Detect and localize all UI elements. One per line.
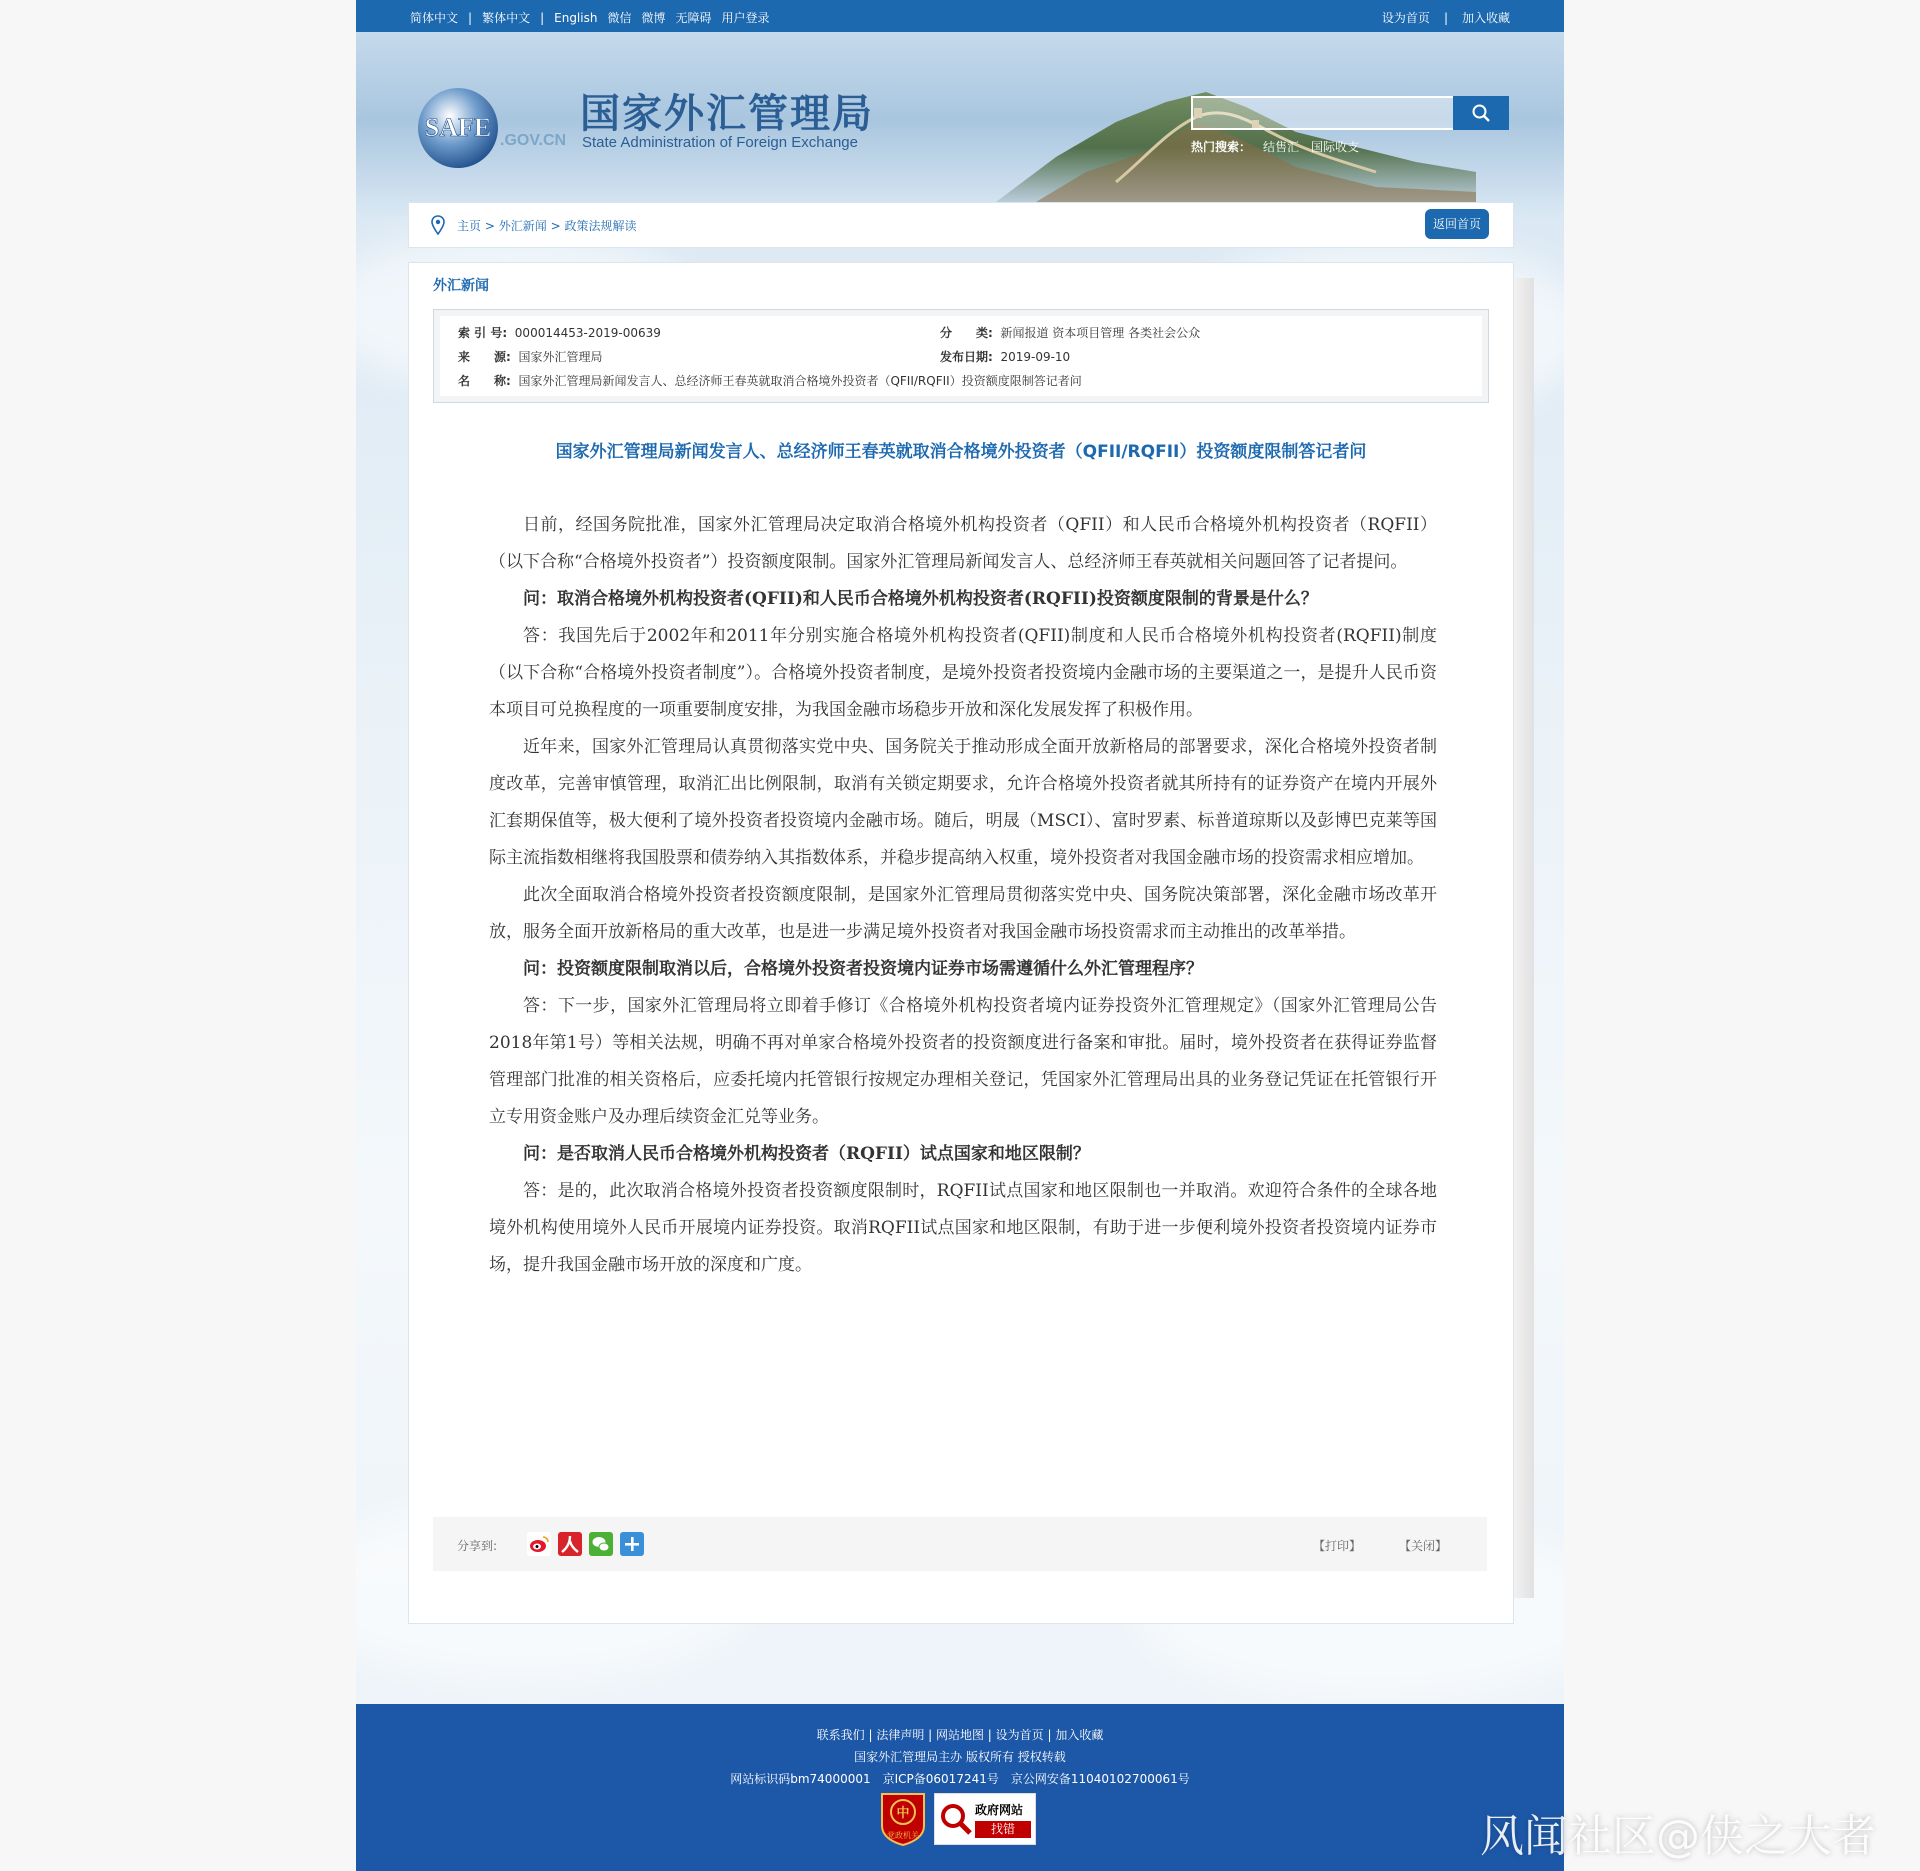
footer-badges — [878, 1790, 1036, 1846]
back-home-button[interactable]: 返回首页 — [1425, 209, 1489, 239]
meta-category-value: 新闻报道 资本项目管理 各类社会公众 — [1000, 326, 1201, 340]
article-paragraph: 答：下一步，国家外汇管理局将立即着手修订《合格境外机构投资者境内证券投资外汇管理规定》（国家外汇管理局公告2018年第1号）等相关法规，明确不再对单家合格境外投资者的投资额度进行备案和审批。届时，境外投资者在获得证券监督管理部门批准的相关资格后，应委托境内托管银行按规定办理相关登记，凭国家外汇管理局出具的业务登记凭证在托管银行开立专用资金账户及办理后续资金汇兑等业务。 — [489, 996, 1437, 1127]
gov-website-error-badge[interactable] — [934, 1793, 1036, 1845]
hot-search-item[interactable]: 国际收支 — [1311, 140, 1360, 154]
site-container — [356, 0, 1564, 1871]
party-government-badge[interactable] — [878, 1790, 928, 1846]
header-banner — [356, 32, 1564, 202]
print-button[interactable]: 【打印】 — [1313, 1539, 1362, 1553]
search-input[interactable] — [1191, 96, 1453, 130]
footer-icp: 网站标识码bm74000001 京ICP备06017241号 京公网安备11040102700061号 — [730, 1772, 1190, 1786]
footer — [356, 1704, 1564, 1871]
meta-index-label: 索 引 号: — [458, 326, 508, 340]
article-paragraph: 答：是的，此次取消合格境外投资者投资额度限制时，RQFII试点国家和地区限制也一并取消。欢迎符合条件的全球各地境外机构使用境外人民币开展境内证券投资。取消RQFII试点国家和地区限制，有助于进一步便利境外投资者投资境内证券市场，提升我国金融市场开放的深度和广度。 — [489, 1181, 1437, 1275]
meta-name-value: 国家外汇管理局新闻发言人、总经济师王春英就取消合格境外投资者（QFII/RQFII）投资额度限制答记者问 — [518, 374, 1082, 388]
article-body — [489, 507, 1437, 1284]
article-paragraph: 答：我国先后于2002年和2011年分别实施合格境外机构投资者(QFII)制度和人民币合格境外机构投资者(RQFII)制度（以下合称“合格境外投资者制度”）。合格境外投资者制度，是境外投资者投资境内金融市场的主要渠道之一，是提升人民币资本项目可兑换程度的一项重要制度安排，为我国金融市场稳步开放和深化发展发挥了积极作用。 — [489, 626, 1437, 720]
gov-cn-text: .GOV.CN — [500, 132, 567, 149]
main-panel — [408, 262, 1514, 1624]
breadcrumb-home[interactable]: 主页 — [457, 219, 482, 233]
breadcrumb-separator: > — [484, 219, 495, 233]
more-icon[interactable] — [620, 1532, 644, 1556]
article-question: 问：取消合格境外机构投资者(QFII)和人民币合格境外机构投资者(RQFII)投资额度限制的背景是什么？ — [523, 589, 1318, 609]
breadcrumb-bar — [408, 202, 1514, 248]
top-separator: | — [468, 10, 473, 25]
top-link[interactable]: English — [554, 10, 598, 25]
article-question: 问：投资额度限制取消以后，合格境外投资者投资境内证券市场需遵循什么外汇管理程序？ — [523, 959, 1203, 979]
article-question: 问：是否取消人民币合格境外机构投资者（RQFII）试点国家和地区限制？ — [523, 1144, 1090, 1164]
watermark-text: 风闻社区@侠之大者 — [1480, 1811, 1876, 1862]
svg-text:中: 中 — [896, 1806, 910, 1821]
add-favorite-link[interactable]: 加入收藏 — [1461, 11, 1510, 25]
top-link[interactable]: 简体中文 — [410, 11, 459, 25]
wechat-icon[interactable] — [589, 1532, 613, 1556]
meta-source-value: 国家外汇管理局 — [518, 350, 603, 364]
svg-text:SAFE: SAFE — [424, 113, 492, 142]
site-title-cn: 国家外汇管理局 — [580, 90, 874, 137]
weibo-icon[interactable] — [527, 1532, 551, 1556]
footer-links[interactable]: 联系我们 | 法律声明 | 网站地图 | 设为首页 | 加入收藏 — [816, 1728, 1104, 1742]
meta-source-label: 来 源: — [458, 350, 511, 364]
top-link[interactable]: 无障碍 — [675, 11, 712, 25]
hot-search-item[interactable]: 结售汇 — [1263, 140, 1300, 154]
page-curl-shadow — [1512, 278, 1534, 1598]
search-button[interactable] — [1453, 96, 1509, 130]
share-label: 分享到: — [457, 1539, 498, 1553]
meta-date-value: 2019-09-10 — [1000, 350, 1071, 364]
badge-gov-website-text: 政府网站 — [975, 1803, 1024, 1817]
meta-date-label: 发布日期: — [940, 350, 993, 364]
footer-copyright: 国家外汇管理局主办 版权所有 授权转载 — [854, 1750, 1066, 1764]
top-bar — [356, 0, 1564, 32]
top-link[interactable]: 微信 — [607, 11, 632, 25]
breadcrumb — [457, 217, 636, 234]
top-separator: | — [1443, 10, 1448, 25]
article-paragraph: 此次全面取消合格境外投资者投资额度限制，是国家外汇管理局贯彻落实党中央、国务院决策部署，深化金融市场改革开放，服务全面开放新格局的重大改革，也是进一步满足境外投资者对我国金融市场投资需求而主动推出的改革举措。 — [489, 885, 1437, 942]
location-pin-icon — [431, 215, 445, 235]
top-links-left — [410, 9, 770, 26]
section-title: 外汇新闻 — [433, 278, 489, 294]
breadcrumb-news[interactable]: 外汇新闻 — [498, 219, 547, 233]
share-bar — [433, 1517, 1487, 1571]
top-separator: | — [540, 10, 545, 25]
search-box — [1191, 96, 1509, 130]
site-title-en: State Administration of Foreign Exchange — [582, 134, 858, 151]
close-button[interactable]: 【关闭】 — [1399, 1539, 1448, 1553]
badge-find-error-text: 找错 — [975, 1821, 1031, 1838]
article-paragraph: 近年来，国家外汇管理局认真贯彻落实党中央、国务院关于推动形成全面开放新格局的部署要求，深化合格境外投资者制度改革，完善审慎管理，取消汇出比例限制，取消有关锁定期要求，允许合格境外投资者就其所持有的证券资产在境内开展外汇套期保值等，极大便利了境外投资者投资境内金融市场。随后，明晟（MSCI）、富时罗素、标普道琼斯以及彭博巴克莱等国际主流指数相继将我国股票和债券纳入其指数体系，并稳步提高纳入权重，境外投资者对我国金融市场的投资需求相应增加。 — [489, 737, 1437, 868]
renren-icon[interactable] — [558, 1532, 582, 1556]
document-meta-box — [433, 309, 1489, 403]
svg-text:党政机关: 党政机关 — [887, 1831, 919, 1840]
hot-search-label: 热门搜索： — [1191, 140, 1252, 154]
meta-category-label: 分 类: — [940, 326, 993, 340]
breadcrumb-current[interactable]: 政策法规解读 — [564, 219, 637, 233]
article-paragraph: 日前，经国务院批准，国家外汇管理局决定取消合格境外机构投资者（QFII）和人民币合格境外机构投资者（RQFII）（以下合称“合格境外投资者”）投资额度限制。国家外汇管理局新闻发言人、总经济师王春英就相关问题回答了记者提问。 — [489, 515, 1437, 572]
meta-index-value: 000014453-2019-00639 — [514, 326, 661, 340]
top-link[interactable]: 用户登录 — [721, 11, 770, 25]
meta-name-label: 名 称: — [458, 374, 511, 388]
breadcrumb-separator: > — [550, 219, 561, 233]
top-link[interactable]: 微博 — [641, 11, 666, 25]
search-icon — [1471, 103, 1491, 123]
hot-search — [1191, 138, 1359, 155]
article-title: 国家外汇管理局新闻发言人、总经济师王春英就取消合格境外投资者（QFII/RQFII）投资额度限制答记者问 — [555, 442, 1367, 462]
top-links-right — [1382, 9, 1510, 26]
great-wall-mountain-image — [996, 62, 1476, 202]
safe-logo-globe — [408, 76, 508, 176]
magnifier-icon — [939, 1802, 973, 1836]
top-link[interactable]: 繁体中文 — [482, 11, 531, 25]
set-homepage-link[interactable]: 设为首页 — [1381, 11, 1430, 25]
